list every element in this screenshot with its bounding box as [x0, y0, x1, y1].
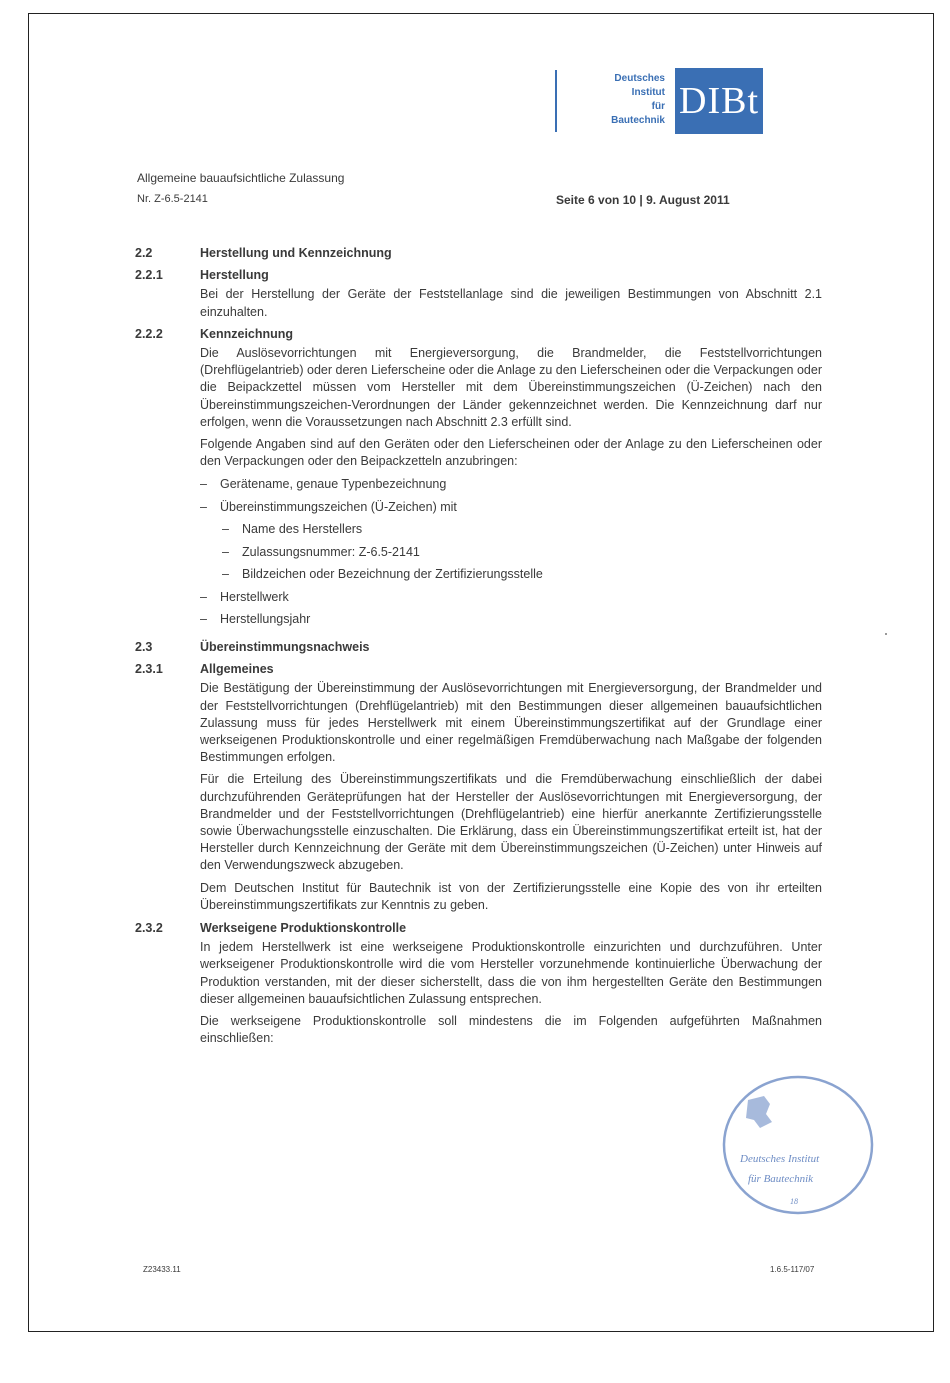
marking-list: [200, 473, 822, 631]
list-subitem: – Bildzeichen oder Bezeichnung der Zertifizierungsstelle: [222, 563, 822, 586]
official-stamp: [718, 1070, 878, 1220]
list-subitem: – Name des Herstellers: [222, 518, 822, 541]
section-2-3-2: [132, 920, 822, 937]
approval-number: Nr. Z-6.5-2141: [137, 193, 208, 205]
paragraph: Die Bestätigung der Übereinstimmung der Auslösevorrichtungen mit Energieversorgung, der Brandmelder und der Feststellvorrichtungen (Drehflügelantrieb) mit den Bestimmungen dieser allgemeinen bauaufsichtlichen Zulassung muss für jedes Herstellwerk mit einem Übereinstimmungszertifikat auf der Grundlage einer werkseigenen Produktionskontrolle und einer regelmäßigen Fremdüberwachung nach Maßgabe der folgenden Bestimmungen erfolgen.: [200, 681, 822, 765]
footer-reference-left: Z23433.11: [143, 1265, 181, 1274]
stamp-line-1: Deutsches Institut: [740, 1153, 820, 1165]
dibt-logo: [555, 66, 765, 136]
document-body: [132, 240, 822, 1047]
section-number: 2.2.2: [135, 326, 163, 341]
section-title: Herstellung und Kennzeichnung: [200, 246, 392, 260]
logo-line-3: für: [651, 101, 665, 112]
stamp-line-3: 18: [790, 1197, 798, 1206]
section-number: 2.3: [135, 639, 153, 654]
logo-line-4: Bautechnik: [611, 115, 665, 126]
section-title: Kennzeichnung: [200, 326, 294, 341]
list-item: – Gerätename, genaue Typenbezeichnung: [200, 473, 822, 496]
section-2-3-1: [132, 661, 822, 678]
list-item: – Herstellwerk: [200, 586, 822, 609]
paragraph: In jedem Herstellwerk ist eine werkseigene Produktionskontrolle einzurichten und durchzuführen. Unter werkseigener Produktionskontrolle wird die vom Hersteller vorzunehmende kontinuierliche Überwachung der Produktion verstanden, mit der dieser sicherstellt, dass die von ihm hergestellten Geräte den Bestimmungen dieser allgemeinen bauaufsichtlichen Zulassung entsprechen.: [200, 940, 822, 1006]
paragraph: Dem Deutschen Institut für Bautechnik ist von der Zertifizierungsstelle eine Kopie des von ihr erteilten Übereinstimmungszertifikats zur Kenntnis zu geben.: [200, 880, 822, 912]
section-number: 2.2.1: [135, 268, 163, 283]
logo-wordmark: [569, 72, 665, 128]
page-info: Seite 6 von 10 | 9. August 2011: [556, 193, 730, 207]
logo-mark: DIBt: [675, 68, 763, 134]
paragraph: Die werkseigene Produktionskontrolle soll mindestens die im Folgenden aufgeführten Maßnahmen einschließen:: [200, 1014, 822, 1046]
scan-speck: [885, 633, 887, 635]
section-title: Übereinstimmungsnachweis: [200, 639, 370, 654]
paragraph: Die Auslösevorrichtungen mit Energieversorgung, die Brandmelder, die Feststellvorrichtungen (Drehflügelantrieb) oder deren Lieferscheine oder die Anlage zu den Lieferscheinen oder die Verpackungen oder die Beipackzettel müssen vom Hersteller mit dem Übereinstimmungszeichen (Ü-Zeichen) nach den Übereinstimmungszeichen-Verordnungen der Länder gekennzeichnet werden. Die Kennzeichnung darf nur erfolgen, wenn die Voraussetzungen nach Abschnitt 2.3 erfüllt sind.: [200, 346, 822, 429]
section-number: 2.3.2: [135, 920, 163, 935]
stamp-line-2: für Bautechnik: [748, 1173, 814, 1185]
logo-line-1: Deutsches: [614, 73, 665, 84]
paragraph: Bei der Herstellung der Geräte der Feststellanlage sind die jeweiligen Bestimmungen von Abschnitt 2.1 einzuhalten.: [200, 287, 822, 319]
section-number: 2.3.1: [135, 662, 163, 677]
paragraph: Für die Erteilung des Übereinstimmungszertifikats und die Fremdüberwachung einschließlich der dabei durchzuführenden Geräteprüfungen hat der Hersteller der Auslösevorrichtungen mit Energieversorgung, der Brandmelder und der Feststellvorrichtungen (Drehflügelantrieb) eine hierfür anerkannte Zertifizierungsstelle sowie Überwachungsstelle einzuschalten. Die Erklärung, dass ein Übereinstimmungszertifikat erteilt ist, hat der Hersteller durch Kennzeichnung der Geräte mit dem Übereinstimmungszeichen (Ü-Zeichen) unter Hinweis auf den Verwendungszweck abzugeben.: [200, 772, 822, 873]
paragraph: Folgende Angaben sind auf den Geräten oder den Lieferscheinen oder der Anlage zu den Lieferscheinen oder den Verpackungen oder den Beipackzetteln anzubringen:: [200, 437, 822, 469]
section-2-2-1: [132, 267, 822, 284]
list-subitem: – Zulassungsnummer: Z-6.5-2141: [222, 541, 822, 564]
bear-emblem-icon: [746, 1096, 772, 1128]
footer-reference-right: 1.6.5-117/07: [770, 1265, 815, 1274]
section-title: Werkseigene Produktionskontrolle: [200, 920, 407, 935]
logo-line-2: Institut: [631, 87, 665, 98]
section-2-2-2: [132, 326, 822, 343]
list-item: – Herstellungsjahr: [200, 608, 822, 631]
section-2-3: [132, 639, 822, 656]
section-title: Herstellung: [200, 268, 269, 283]
document-title: Allgemeine bauaufsichtliche Zulassung: [137, 171, 345, 185]
list-item: – Übereinstimmungszeichen (Ü-Zeichen) mit: [200, 496, 822, 519]
section-title: Allgemeines: [200, 662, 274, 677]
logo-divider: [555, 70, 557, 132]
stamp-ring: [724, 1077, 872, 1213]
section-2-2: [132, 245, 822, 262]
section-number: 2.2: [135, 246, 153, 260]
